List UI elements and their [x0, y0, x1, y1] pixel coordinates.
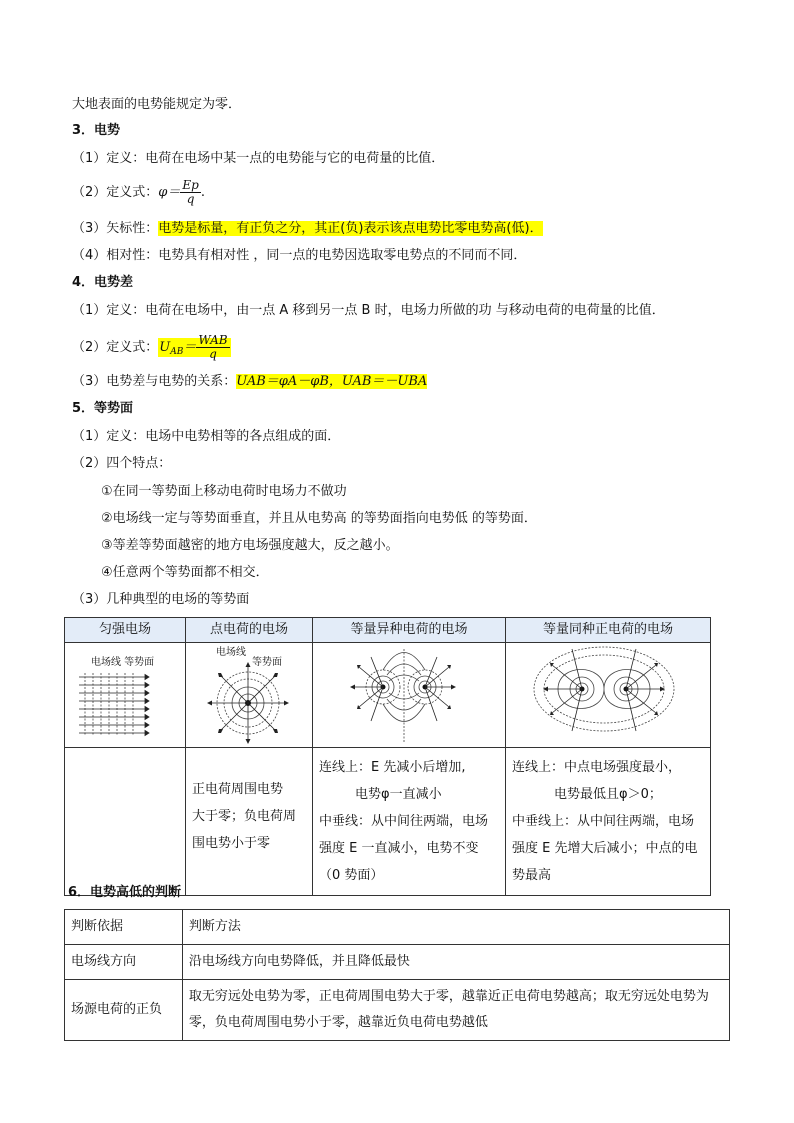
opposite-text-line-5: （0 势面）: [319, 868, 384, 883]
s3-definition: （1）定义：电荷在电场中某一点的电势能与它的电荷量的比值．: [72, 151, 445, 166]
point-text-line-2: 大于零；负电荷周: [192, 809, 297, 824]
s3-formula-line: [72, 176, 205, 210]
like-text-line-5: 势最高: [512, 868, 552, 883]
s4-relation-label: （3）电势差与电势的关系：: [72, 374, 237, 389]
header-point-charge: 点电荷的电场: [186, 618, 313, 643]
like-text-line-2: 电势最低且φ＞0；: [554, 787, 662, 802]
potential-judgment-table: [64, 909, 730, 1041]
figure-opposite-cell: [313, 643, 506, 748]
s5-point-2: ②电场线一定与等势面垂直，并且从电势高 的等势面指向电势低 的等势面．: [101, 511, 537, 526]
s4-relation-formula: UAB＝φA－φB，UAB＝－UBA: [236, 374, 428, 389]
opposite-charges-figure: [313, 643, 505, 747]
figure-like-cell: [506, 643, 711, 748]
s4-formula-den: q: [209, 347, 217, 361]
judgment-row-source-charge: [65, 980, 730, 1041]
s5-definition: （1）定义：电场中电势相等的各点组成的面．: [72, 429, 341, 444]
s4-formula-line: [72, 330, 231, 366]
point-text-line-1: 正电荷周围电势: [192, 782, 284, 797]
header-uniform: 匀强电场: [65, 618, 186, 643]
s4-formula-label: （2）定义式：: [72, 340, 159, 355]
header-opposite-charges: 等量异种电荷的电场: [313, 618, 506, 643]
s3-formula-den: q: [186, 192, 195, 206]
like-text-line-1: 连线上：中点电场强度最小，: [512, 760, 682, 775]
opposite-text-line-3: 中垂线：从中间往两端，电场: [319, 814, 489, 829]
point-charge-figure: [186, 643, 312, 747]
s3-relativity: （4）相对性：电势具有相对性 ，同一点的电势因选取零电势点的不同而不同．: [72, 248, 527, 263]
point-text-line-3: 围电势小于零: [192, 836, 271, 851]
like-text-cell: [506, 748, 711, 896]
judgment-method-field-lines: 沿电场线方向电势降低，并且降低最快: [182, 945, 729, 980]
s3-formula-fraction: [180, 179, 200, 206]
section-5-title: 5．等势面: [72, 401, 134, 416]
s4-formula-num: WAB: [198, 333, 228, 347]
s4-formula-fraction: [196, 334, 229, 361]
judgment-method-source-charge: 取无穷远处电势为零，正电荷周围电势大于零，越靠近正电荷电势越高；取无穷远处电势为零，负电荷周围电势小于零，越靠近负电荷电势越低: [182, 980, 729, 1041]
uniform-field-label: 电场线 等势面: [91, 657, 155, 668]
table-figure-row: [65, 643, 711, 748]
s4-formula-highlight: [158, 333, 230, 361]
judgment-header-method: 判断方法: [182, 910, 729, 945]
uniform-field-figure: [65, 643, 185, 747]
point-fig-label-lines: 电场线: [216, 647, 246, 658]
section-4-title: 4．电势差: [72, 275, 134, 290]
figure-uniform-cell: [65, 643, 186, 748]
header-like-charges: 等量同种正电荷的电场: [506, 618, 711, 643]
s3-formula-num: Ep: [182, 178, 199, 192]
s5-point-4: ④任意两个等势面都不相交．: [101, 565, 269, 580]
s3-scalar-label: （3）矢标性：: [72, 221, 159, 236]
s3-formula-lhs: φ＝: [158, 185, 181, 200]
judgment-header-basis: 判断依据: [65, 910, 183, 945]
s4-definition: （1）定义：电荷在电场中，由一点 A 移到另一点 B 时，电场力所做的功 与移动电荷的电荷量的比值．: [72, 303, 665, 318]
s3-formula-label: （2）定义式：: [72, 185, 159, 200]
like-text-line-4: 强度 E 先增大后减小；中点的电: [512, 841, 698, 856]
judgment-basis-source-charge: 场源电荷的正负: [65, 980, 183, 1041]
equipotential-table: [64, 617, 711, 896]
section-3-title: 3．电势: [72, 123, 121, 138]
point-text-cell: [186, 748, 313, 896]
s4-relation-line: [72, 373, 427, 391]
judgment-row-field-lines: [65, 945, 730, 980]
table-text-row: [65, 748, 711, 896]
opposite-text-cell: [313, 748, 506, 896]
opposite-text-line-4: 强度 E 一直减小，电势不变: [319, 841, 479, 856]
judgment-basis-field-lines: 电场线方向: [65, 945, 183, 980]
s5-typical-heading: （3）几种典型的电场的等势面: [72, 592, 250, 607]
judgment-header-row: [65, 910, 730, 945]
s4-formula-sub: AB: [170, 347, 184, 357]
s5-point-1: ①在同一等势面上移动电荷时电场力不做功: [101, 484, 347, 499]
figure-point-cell: [186, 643, 313, 748]
point-fig-label-surfaces: 等势面: [252, 657, 282, 668]
like-charges-figure: [506, 643, 710, 747]
s5-point-3: ③等差等势面越密的地方电场强度越大，反之越小。: [101, 538, 399, 553]
opposite-text-line-2: 电势φ一直减小: [355, 787, 442, 802]
s3-scalar-highlight: 电势是标量，有正负之分，其正(负)表示该点电势比零电势高(低)．: [158, 221, 543, 236]
s5-features-heading: （2）四个特点：: [72, 456, 172, 471]
opposite-text-line-1: 连线上：E 先减小后增加,: [319, 760, 466, 775]
s4-formula-eq: ＝: [183, 340, 197, 355]
table-header-row: [65, 618, 711, 643]
s4-formula-u: U: [159, 340, 171, 355]
intro-text: 大地表面的电势能规定为零．: [72, 97, 242, 112]
section-6-title: 6．电势高低的判断: [68, 885, 182, 900]
like-text-line-3: 中垂线上：从中间往两端，电场: [512, 814, 695, 829]
s3-scalar-line: [72, 220, 543, 238]
uniform-text-cell: [65, 748, 186, 896]
s3-formula-end: .: [200, 185, 205, 200]
